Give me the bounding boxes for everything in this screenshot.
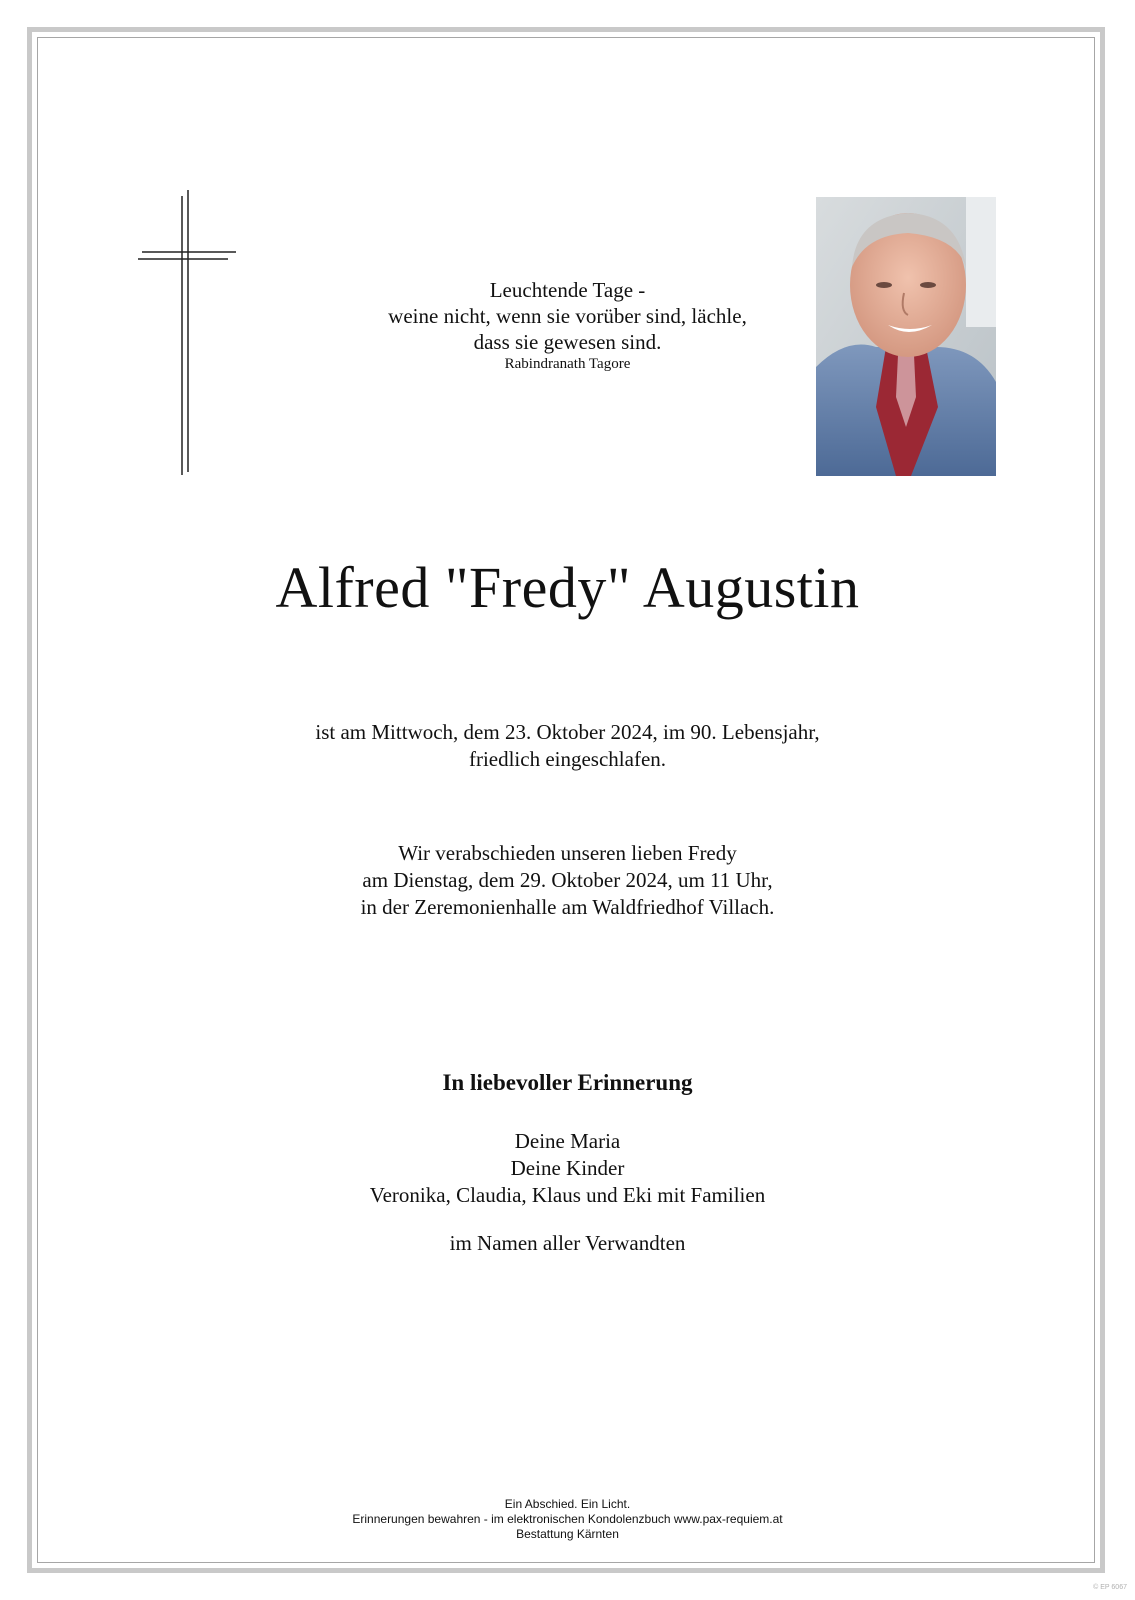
quote-line: weine nicht, wenn sie vorüber sind, lächle, — [388, 304, 747, 328]
footer-code: © EP 6067 — [1093, 1584, 1127, 1591]
death-notice — [0, 719, 1135, 773]
farewell-line: in der Zeremonienhalle am Waldfriedhof Villach. — [360, 895, 775, 919]
footer — [0, 1497, 1135, 1542]
farewell-line: Wir verabschieden unseren lieben Fredy — [398, 841, 737, 865]
family-line: Deine Maria — [514, 1129, 621, 1153]
deceased-name: Alfred "Fredy" Augustin — [275, 555, 860, 620]
quote-line: Leuchtende Tage - — [489, 278, 646, 302]
footer-line: Erinnerungen bewahren - im elektronischen Kondolenzbuch www.pax-requiem.at — [352, 1512, 783, 1526]
farewell-line: am Dienstag, dem 29. Oktober 2024, um 11 Uhr, — [362, 868, 773, 892]
relatives-line: im Namen aller Verwandten — [449, 1231, 686, 1255]
quote-author: Rabindranath Tagore — [504, 356, 631, 372]
farewell-notice — [0, 840, 1135, 921]
footer-line: Bestattung Kärnten — [516, 1527, 619, 1541]
death-notice-line: friedlich eingeschlafen. — [468, 747, 667, 771]
footer-line: Ein Abschied. Ein Licht. — [504, 1497, 631, 1511]
memory-heading: In liebevoller Erinnerung — [442, 1070, 693, 1095]
family-list — [0, 1128, 1135, 1209]
quote-line: dass sie gewesen sind. — [473, 330, 662, 354]
quote-block — [0, 277, 1135, 374]
family-line: Veronika, Claudia, Klaus und Eki mit Familien — [369, 1183, 766, 1207]
death-notice-line: ist am Mittwoch, dem 23. Oktober 2024, im 90. Lebensjahr, — [315, 720, 820, 744]
family-line: Deine Kinder — [510, 1156, 625, 1180]
